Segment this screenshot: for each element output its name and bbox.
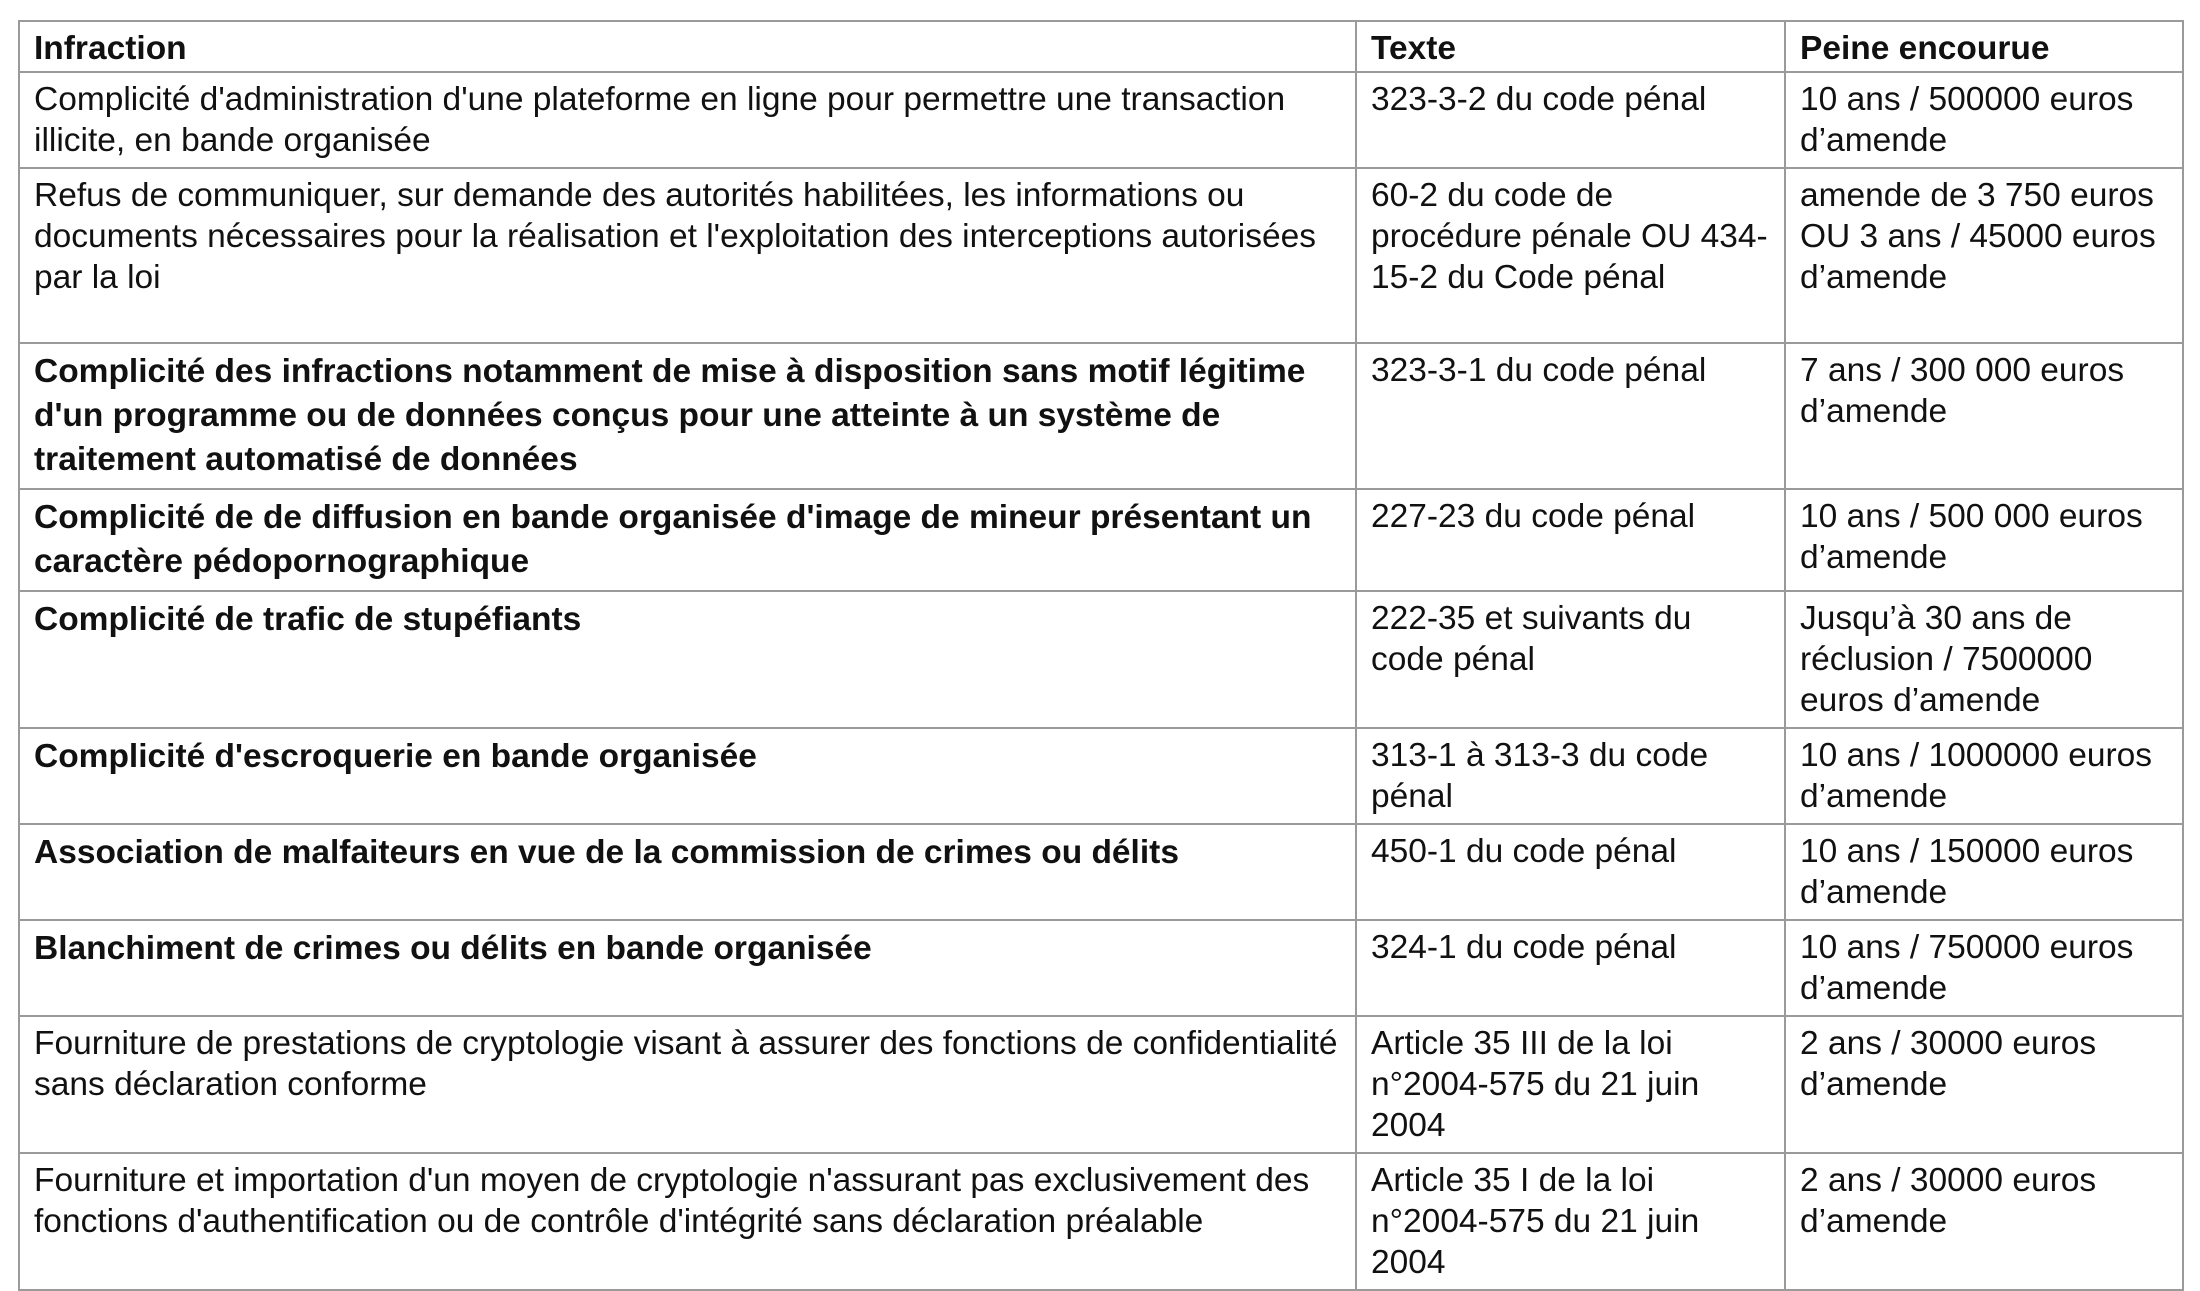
cell-peine: 7 ans / 300 000 euros d’amende <box>1785 343 2183 489</box>
table-row <box>19 591 2183 728</box>
cell-texte: 323-3-1 du code pénal <box>1356 343 1785 489</box>
cell-peine: 10 ans / 500 000 euros d’amende <box>1785 489 2183 591</box>
cell-peine: Jusqu’à 30 ans de réclusion / 7500000 euros d’amende <box>1785 591 2183 728</box>
cell-infraction: Association de malfaiteurs en vue de la commission de crimes ou délits <box>19 824 1356 920</box>
cell-infraction: Complicité de de diffusion en bande organisée d'image de mineur présentant un caractère pédopornographique <box>19 489 1356 591</box>
cell-infraction: Complicité des infractions notamment de mise à disposition sans motif légitime d'un programme ou de données conçus pour une atteinte à un système de traitement automatisé de données <box>19 343 1356 489</box>
cell-peine: 10 ans / 750000 euros d’amende <box>1785 920 2183 1016</box>
cell-texte: 324-1 du code pénal <box>1356 920 1785 1016</box>
table-row <box>19 1153 2183 1290</box>
cell-peine: 10 ans / 500000 euros d’amende <box>1785 72 2183 168</box>
cell-texte: 313-1 à 313-3 du code pénal <box>1356 728 1785 824</box>
cell-texte: 227-23 du code pénal <box>1356 489 1785 591</box>
table-row <box>19 920 2183 1016</box>
table-body <box>19 72 2183 1290</box>
cell-infraction: Complicité de trafic de stupéfiants <box>19 591 1356 728</box>
table-row <box>19 1016 2183 1153</box>
cell-texte: 450-1 du code pénal <box>1356 824 1785 920</box>
table-row <box>19 168 2183 343</box>
penalties-table <box>18 20 2184 1291</box>
table-row <box>19 72 2183 168</box>
table-row <box>19 824 2183 920</box>
table-row <box>19 489 2183 591</box>
cell-infraction: Fourniture de prestations de cryptologie visant à assurer des fonctions de confidentialité sans déclaration conforme <box>19 1016 1356 1153</box>
cell-infraction: Complicité d'administration d'une plateforme en ligne pour permettre une transaction illicite, en bande organisée <box>19 72 1356 168</box>
cell-texte: 60-2 du code de procédure pénale OU 434-15-2 du Code pénal <box>1356 168 1785 343</box>
cell-texte: 323-3-2 du code pénal <box>1356 72 1785 168</box>
cell-infraction: Fourniture et importation d'un moyen de cryptologie n'assurant pas exclusivement des fonctions d'authentification ou de contrôle d'intégrité sans déclaration préalable <box>19 1153 1356 1290</box>
cell-texte: 222-35 et suivants du code pénal <box>1356 591 1785 728</box>
cell-peine: 2 ans / 30000 euros d’amende <box>1785 1153 2183 1290</box>
cell-peine: amende de 3 750 euros OU 3 ans / 45000 euros d’amende <box>1785 168 2183 343</box>
header-texte: Texte <box>1356 21 1785 72</box>
cell-peine: 10 ans / 150000 euros d’amende <box>1785 824 2183 920</box>
cell-texte: Article 35 III de la loi n°2004-575 du 21 juin 2004 <box>1356 1016 1785 1153</box>
table-row <box>19 728 2183 824</box>
cell-peine: 10 ans / 1000000 euros d’amende <box>1785 728 2183 824</box>
cell-infraction: Complicité d'escroquerie en bande organisée <box>19 728 1356 824</box>
penalties-table-container <box>18 20 2182 1291</box>
table-row <box>19 343 2183 489</box>
table-header-row <box>19 21 2183 72</box>
header-infraction: Infraction <box>19 21 1356 72</box>
header-peine: Peine encourue <box>1785 21 2183 72</box>
cell-texte: Article 35 I de la loi n°2004-575 du 21 juin 2004 <box>1356 1153 1785 1290</box>
cell-peine: 2 ans / 30000 euros d’amende <box>1785 1016 2183 1153</box>
cell-infraction: Blanchiment de crimes ou délits en bande organisée <box>19 920 1356 1016</box>
cell-infraction: Refus de communiquer, sur demande des autorités habilitées, les informations ou documents nécessaires pour la réalisation et l'exploitation des interceptions autorisées par la loi <box>19 168 1356 343</box>
